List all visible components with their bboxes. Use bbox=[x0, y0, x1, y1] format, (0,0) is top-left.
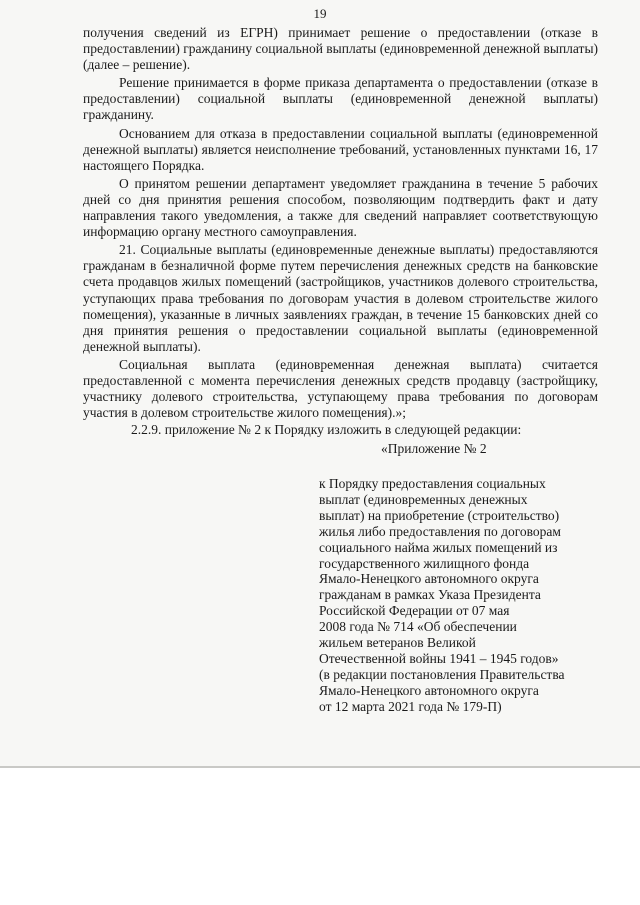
appendix-reference-line: социального найма жилых помещений из bbox=[319, 539, 558, 555]
appendix-reference-line: от 12 марта 2021 года № 179-П) bbox=[319, 698, 502, 714]
page-number: 19 bbox=[313, 6, 327, 21]
appendix-reference-line: (в редакции постановления Правительства bbox=[319, 666, 565, 682]
paragraph-refusal-grounds: Основанием для отказа в предоставлении социальной выплаты (единовременной денежной выплаты) является неисполнение требований, установленных пунктами 16, 17 настоящего Порядка. bbox=[83, 125, 598, 173]
paragraph-decision-form: Решение принимается в форме приказа департамента о предоставлении (отказе в предоставлении) социальной выплаты (единовременной денежной выплаты) гражданину. bbox=[83, 75, 598, 123]
appendix-reference-block bbox=[319, 476, 609, 715]
appendix-title: «Приложение № 2 bbox=[381, 441, 487, 456]
paragraph-payment-completed: Социальная выплата (единовременная денежная выплата) считается предоставленной с момента перечисления денежных средств продавцу (застройщику, участнику долевого строительства, уступающему права требования по договорам участия в долевом строительстве жилого помещения).»; bbox=[83, 356, 598, 421]
appendix-reference-line: Отечественной войны 1941 – 1945 годов» bbox=[319, 650, 559, 666]
paragraph-notification: О принятом решении департамент уведомляет гражданина в течение 5 рабочих дней со дня принятия решения способом, позволяющим подтвердить факт и дату направления такого уведомления, а также для сведений направляет соответствующую информацию органу местного самоуправления. bbox=[83, 175, 598, 240]
appendix-reference-line: Ямало-Ненецкого автономного округа bbox=[319, 682, 539, 698]
paragraph-amendment-2-2-9: 2.2.9. приложение № 2 к Порядку изложить в следующей редакции: bbox=[131, 422, 522, 438]
appendix-reference-line: жильем ветеранов Великой bbox=[319, 635, 476, 651]
paragraph-decision-continued: получения сведений из ЕГРН) принимает решение о предоставлении (отказе в предоставлении) гражданину социальной выплаты (единовременной денежной выплаты) (далее – решение). bbox=[83, 25, 599, 73]
scan-bottom-edge bbox=[0, 766, 640, 768]
appendix-reference-line: жилья либо предоставления по договорам bbox=[319, 523, 561, 539]
appendix-reference-line: гражданам в рамках Указа Президента bbox=[319, 587, 541, 603]
document-body bbox=[83, 25, 598, 438]
appendix-reference-line: к Порядку предоставления социальных bbox=[319, 476, 546, 491]
appendix-reference-line: 2008 года № 714 «Об обеспечении bbox=[319, 619, 517, 635]
appendix-reference-line: Российской Федерации от 07 мая bbox=[319, 603, 510, 619]
paragraph-item-21: 21. Социальные выплаты (единовременные денежные выплаты) предоставляются гражданам в безналичной форме путем перечисления денежных средств на банковские счета продавцов жилых помещений (застройщиков, участников долевого строительства, уступающих права требования по договорам участия в долевом строительстве жилого помещения), указанные в личных заявлениях граждан, в течение 15 банковских дней со дня принятия решения о предоставлении социальной выплаты (единовременной денежной выплаты). bbox=[83, 242, 598, 354]
appendix-reference-line: выплат) на приобретение (строительство) bbox=[319, 507, 560, 523]
appendix-reference-line: Ямало-Ненецкого автономного округа bbox=[319, 571, 539, 587]
appendix-reference-line: выплат (единовременных денежных bbox=[319, 491, 528, 507]
appendix-reference-line: государственного жилищного фонда bbox=[319, 555, 530, 571]
